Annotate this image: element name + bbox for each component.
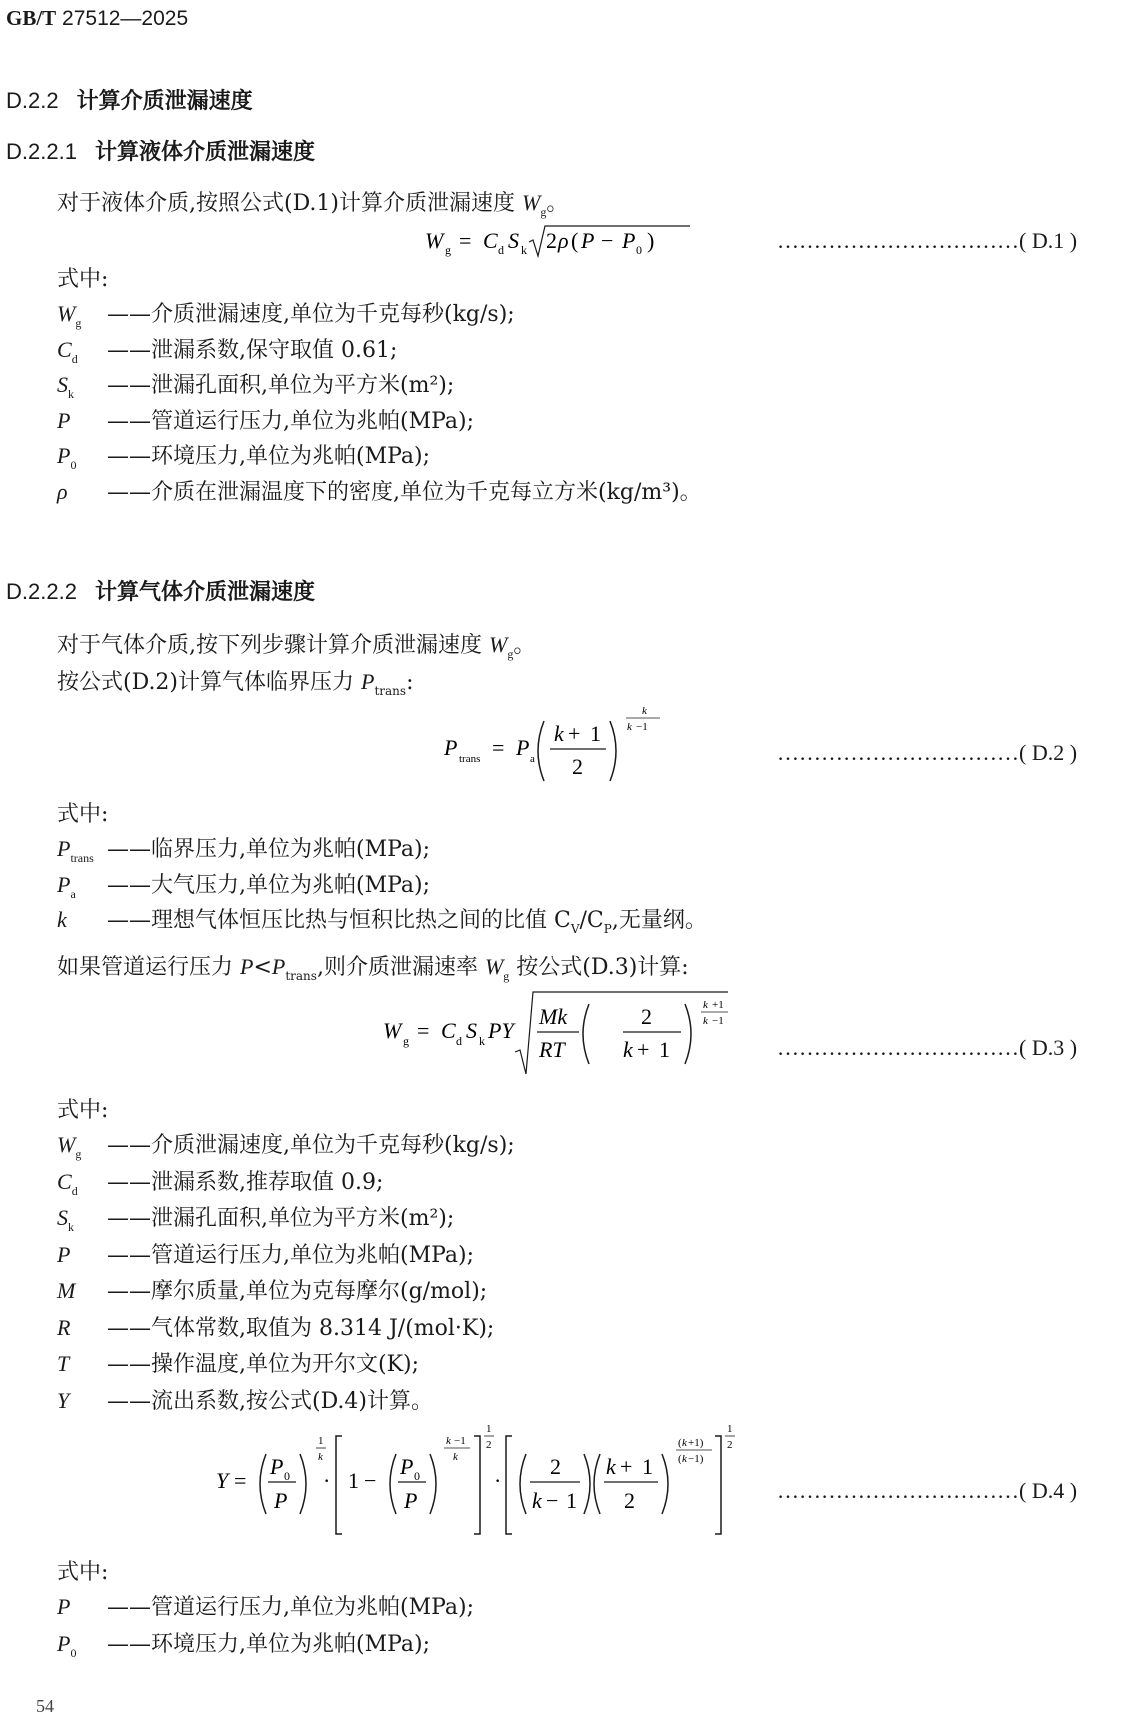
formula-d3 (383, 988, 743, 1084)
svg-text:−: − (364, 1468, 377, 1493)
definition-text: ——理想气体恒压比热与恒积比热之间的比值 C (107, 908, 571, 933)
section-heading-d2222: D.2.2.2 计算气体介质泄漏速度 (6, 579, 315, 605)
section-heading-d222: D.2.2 计算介质泄漏速度 (6, 88, 253, 114)
svg-text:P: P (581, 228, 595, 253)
definition-row (57, 1201, 454, 1235)
definition-row (57, 1627, 430, 1661)
svg-text:1: 1 (486, 1423, 492, 1435)
svg-text:0: 0 (284, 1469, 290, 1483)
svg-text:P: P (404, 1488, 418, 1513)
definition-symbol: $P_{trans}$ (57, 836, 94, 865)
definition-row (57, 1165, 383, 1199)
definition-text: ——介质在泄漏温度下的密度,单位为千克每立方米(kg/m³)。 (107, 479, 702, 505)
svg-text:1: 1 (642, 1454, 653, 1479)
svg-text:=: = (459, 228, 472, 253)
svg-text:S: S (508, 228, 519, 253)
svg-text:Mk: Mk (539, 1004, 568, 1029)
section-heading-d2221: D.2.2.1 计算液体介质泄漏速度 (6, 139, 315, 165)
svg-text:1: 1 (590, 721, 601, 746)
definition-text: ——操作温度,单位为开尔文(K); (107, 1352, 420, 1377)
svg-text:2: 2 (641, 1004, 652, 1029)
definition-symbol: $C_d$ (57, 336, 78, 366)
definition-text: ——介质泄漏速度,单位为千克每秒(kg/s); (107, 302, 515, 327)
definition-row (57, 1347, 419, 1381)
svg-text:W: W (425, 228, 444, 253)
definition-text: ——泄漏孔面积,单位为平方米(m²); (107, 1206, 455, 1231)
svg-text:C: C (441, 1018, 456, 1043)
svg-text:W: W (383, 1018, 402, 1043)
svg-text:k: k (532, 1488, 542, 1513)
definition-text: ——泄漏系数,保守取值 0.61; (107, 337, 398, 363)
definition-symbol: Y (57, 1387, 70, 1413)
svg-text:+: + (620, 1454, 633, 1479)
definition-symbol: $S_k$ (57, 372, 74, 401)
formula-d1 (425, 226, 675, 272)
svg-text:+1): +1) (688, 1437, 704, 1449)
svg-text:=: = (417, 1018, 430, 1043)
definition-row (57, 832, 430, 866)
svg-text:2: 2 (572, 754, 583, 779)
formula-d4 (216, 1423, 776, 1542)
definition-row (57, 1311, 494, 1345)
svg-text:P: P (444, 735, 458, 760)
svg-text:g: g (445, 243, 451, 257)
definition-text: ——环境压力,单位为兆帕(MPa); (107, 444, 431, 469)
svg-text:): ) (647, 228, 655, 253)
definition-row (57, 368, 454, 402)
svg-text:k: k (479, 1034, 485, 1048)
svg-text:ρ: ρ (558, 228, 569, 253)
definition-text: ——流出系数,按公式(D.4)计算。 (107, 1388, 434, 1414)
svg-text:2: 2 (486, 1439, 492, 1451)
svg-text:a: a (530, 753, 535, 765)
where-label-3: 式中: (57, 1098, 109, 1123)
svg-text:−1: −1 (636, 721, 648, 733)
svg-text:trans: trans (459, 753, 481, 765)
svg-text:=: = (234, 1468, 247, 1493)
equation-number-d4: ……………………………( D.4 ) (777, 1478, 1078, 1503)
svg-text:0: 0 (414, 1469, 420, 1483)
svg-text:=: = (492, 735, 505, 760)
svg-text:1: 1 (566, 1488, 577, 1513)
definition-symbol: k (57, 907, 67, 932)
equation-number-d1: ……………………………( D.1 ) (777, 228, 1078, 253)
svg-text:Y: Y (216, 1468, 229, 1493)
svg-text:·: · (494, 1468, 502, 1493)
definition-symbol: $P_0$ (57, 443, 77, 472)
where-label-4: 式中: (57, 1560, 109, 1585)
definition-symbol: P (57, 407, 71, 433)
definition-text: ——摩尔质量,单位为克每摩尔(g/mol); (107, 1279, 488, 1304)
document-code: GB/T 27512—2025 (6, 6, 189, 30)
svg-text:+1: +1 (712, 999, 724, 1011)
svg-text:PY: PY (488, 1018, 514, 1043)
svg-text:(: ( (678, 1437, 682, 1449)
paragraph-critical-pressure: 按公式(D.2)计算气体临界压力 $P_{trans}$: (57, 669, 414, 698)
svg-text:k: k (623, 1037, 633, 1062)
definition-row (57, 475, 702, 509)
definition-text: ——气体常数,取值为 8.314 J/(mol·K); (107, 1315, 495, 1341)
svg-text:2: 2 (624, 1488, 635, 1513)
definition-row (57, 868, 430, 902)
definition-row (57, 1274, 487, 1308)
definition-row (57, 1128, 515, 1162)
svg-text:−: − (601, 228, 614, 253)
definition-symbol: $W_g$ (57, 1132, 82, 1161)
definition-text: ——介质泄漏速度,单位为千克每秒(kg/s); (107, 1133, 515, 1158)
definition-row (57, 297, 515, 331)
definition-symbol: P (57, 1594, 71, 1619)
definition-text: ——大气压力,单位为兆帕(MPa); (107, 872, 431, 898)
definition-text: ——泄漏孔面积,单位为平方米(m²); (107, 373, 455, 398)
svg-text:k: k (682, 1453, 687, 1465)
where-label-1: 式中: (57, 267, 109, 292)
svg-text:P: P (274, 1488, 288, 1513)
svg-text:g: g (403, 1034, 409, 1048)
svg-text:k: k (703, 999, 708, 1011)
svg-text:k: k (521, 243, 527, 257)
svg-text:+: + (637, 1037, 650, 1062)
svg-text:d: d (498, 243, 504, 257)
formula-d1-svg (425, 226, 675, 266)
svg-text:P: P (622, 228, 636, 253)
definition-symbol: $W_g$ (57, 301, 82, 330)
definition-symbol: $S_k$ (57, 1205, 74, 1234)
svg-text:P: P (400, 1454, 414, 1479)
svg-text:·: · (323, 1468, 331, 1493)
svg-text:S: S (466, 1018, 477, 1043)
svg-text:(: ( (678, 1453, 682, 1465)
definition-row (57, 1384, 433, 1418)
definition-symbol: M (57, 1278, 76, 1303)
paragraph-liquid: 对于液体介质,按照公式(D.1)计算介质泄漏速度 $W_g$。 (57, 190, 569, 219)
svg-text:k: k (606, 1454, 616, 1479)
svg-text:−: − (546, 1488, 559, 1513)
svg-text:1: 1 (318, 1435, 324, 1447)
svg-text:(: ( (571, 228, 579, 253)
svg-text:1: 1 (659, 1037, 670, 1062)
svg-text:k: k (627, 721, 632, 733)
definition-symbol: $P_0$ (57, 1630, 77, 1660)
formula-d3-svg (383, 988, 743, 1078)
page-number: 54 (36, 1696, 54, 1716)
svg-text:k: k (642, 705, 647, 717)
definition-row (57, 1590, 474, 1624)
formula-d2 (444, 705, 684, 801)
svg-text:−1: −1 (454, 1435, 466, 1447)
definition-symbol: $C_d$ (57, 1168, 78, 1198)
formula-d4-svg (216, 1423, 776, 1536)
svg-text:P: P (270, 1454, 284, 1479)
definition-text: ——管道运行压力,单位为兆帕(MPa); (107, 1242, 475, 1268)
definition-text: ——临界压力,单位为兆帕(MPa); (107, 837, 431, 862)
definition-symbol: P (57, 1241, 71, 1267)
where-label-2: 式中: (57, 802, 109, 827)
equation-number-d3: ……………………………( D.3 ) (777, 1035, 1078, 1060)
svg-text:k: k (453, 1451, 458, 1463)
equation-number-d2: ……………………………( D.2 ) (777, 740, 1078, 765)
svg-text:k: k (318, 1451, 323, 1463)
definition-text: ——管道运行压力,单位为兆帕(MPa); (107, 408, 475, 434)
definition-symbol: R (57, 1314, 71, 1340)
svg-text:−1): −1) (688, 1453, 704, 1465)
definition-symbol: $P_a$ (57, 871, 76, 901)
svg-text:+: + (568, 721, 581, 746)
definition-row (57, 1238, 474, 1272)
svg-text:0: 0 (636, 243, 642, 257)
svg-text:−1: −1 (712, 1015, 724, 1027)
svg-text:2: 2 (546, 228, 557, 253)
definition-text: ——环境压力,单位为兆帕(MPa); (107, 1631, 431, 1657)
svg-text:d: d (456, 1034, 462, 1048)
svg-text:k: k (703, 1015, 708, 1027)
svg-text:C: C (483, 228, 498, 253)
definition-text: ——管道运行压力,单位为兆帕(MPa); (107, 1595, 475, 1620)
definition-symbol: ρ (57, 478, 68, 504)
paragraph-condition: 如果管道运行压力 $P<P_{trans}$,则介质泄漏速率 $W_g$ 按公式(D.3)计算: (57, 954, 689, 983)
svg-text:RT: RT (539, 1037, 565, 1062)
definition-row (57, 439, 430, 473)
svg-text:k: k (446, 1435, 451, 1447)
formula-d2-svg (444, 705, 684, 795)
svg-text:2: 2 (727, 1439, 733, 1451)
definition-row (57, 333, 397, 367)
paragraph-gas: 对于气体介质,按下列步骤计算介质泄漏速度 $W_g$。 (57, 632, 536, 661)
svg-text:2: 2 (550, 1454, 561, 1479)
svg-text:k: k (554, 721, 564, 746)
definition-row (57, 404, 474, 438)
definition-row: k ——理想气体恒压比热与恒积比热之间的比值 $C_V/C_P$,无量纲。 (57, 907, 707, 936)
svg-text:1: 1 (727, 1423, 733, 1435)
svg-text:P: P (516, 735, 530, 760)
definition-text: ——泄漏系数,推荐取值 0.9; (107, 1169, 384, 1195)
definition-symbol: T (57, 1351, 70, 1376)
svg-text:k: k (682, 1437, 687, 1449)
svg-text:1: 1 (348, 1468, 359, 1493)
